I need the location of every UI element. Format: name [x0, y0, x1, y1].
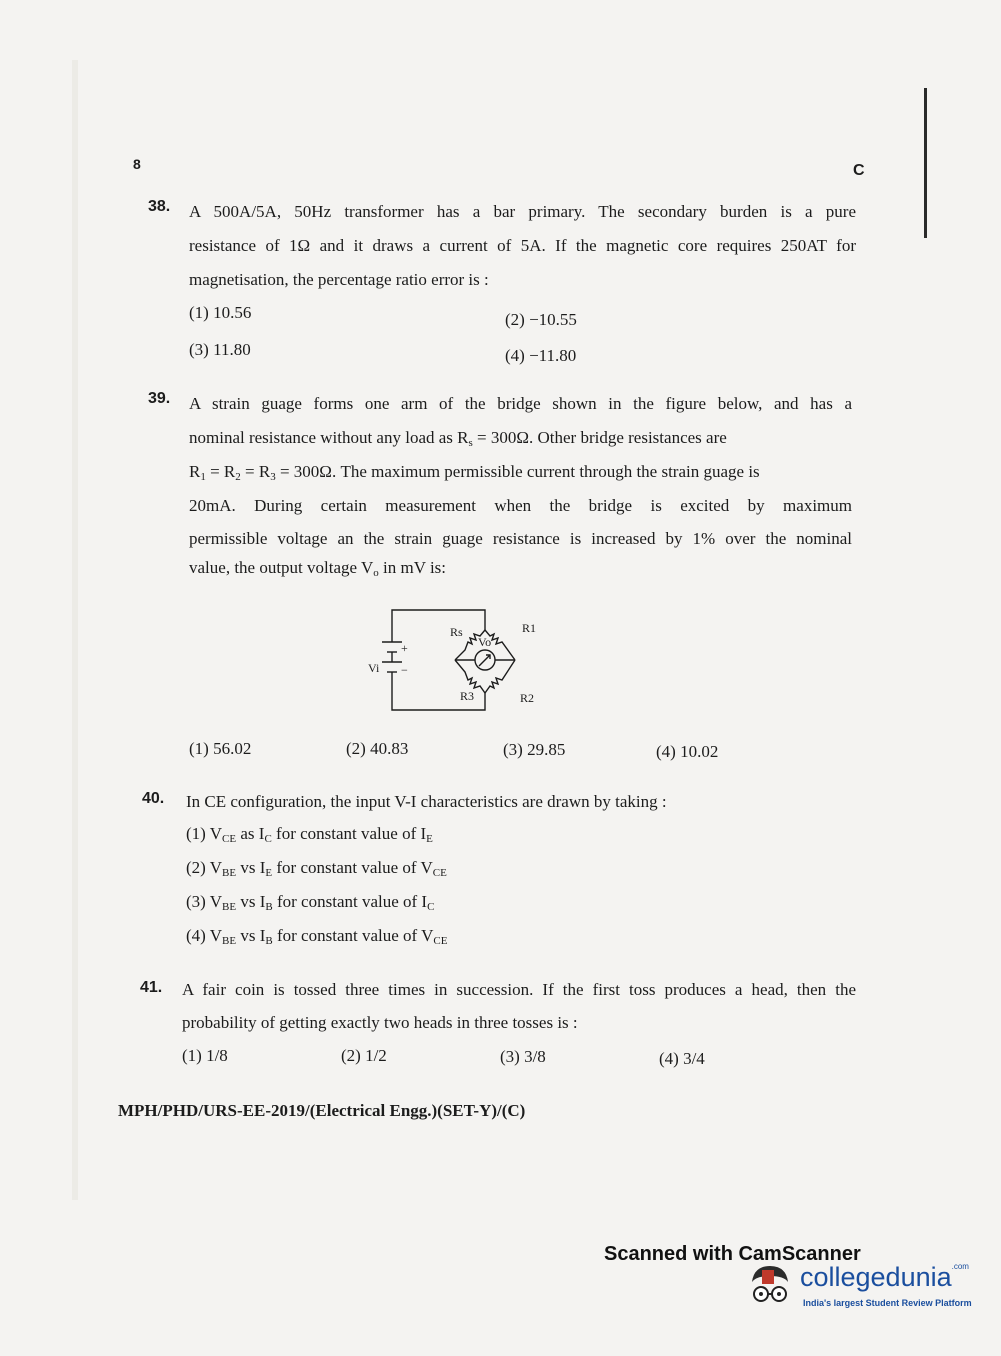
option-2: (2) 40.83 [346, 739, 409, 758]
option-4: (4) $V_{BE}$ vs $I_B$ for constant value of $V_{CE}$ [186, 926, 448, 947]
brand-tagline: India's largest Student Review Platform [803, 1298, 972, 1308]
mascot-icon [744, 1262, 796, 1310]
option-1: (1) 56.02 [189, 739, 252, 758]
option-2: (2) −10.55 [505, 310, 577, 329]
option-3: (3) 3/8 [500, 1047, 546, 1066]
option-1: (1) 10.56 [189, 303, 252, 322]
brand-logo: collegedunia$^{.com}$ [800, 1262, 969, 1292]
scanner-watermark: Scanned with CamScanner [604, 1243, 861, 1265]
set-code: C [853, 162, 865, 179]
option-1: (1) $V_{CE}$ as $I_C$ for constant value of $I_E$ [186, 824, 433, 845]
label-vi: Vi [368, 661, 380, 675]
label-plus: + [401, 641, 408, 655]
question-text-line: $R_1 = R_2 = R_3 = 300\Omega$. The maximum permissible current through the strain guage is [189, 462, 760, 483]
question-text-line: A fair coin is tossed three times in succession. If the first toss produces a head, then the [182, 980, 856, 999]
option-3: (3) $V_{BE}$ vs $I_B$ for constant value of $I_C$ [186, 892, 435, 913]
page-number: 8 [133, 156, 141, 172]
question-text-line: 20mA. During certain measurement when the bridge is excited by maximum [189, 496, 852, 515]
label-r2: R2 [520, 691, 535, 705]
paper-code: MPH/PHD/URS-EE-2019/(Electrical Engg.)(SET-Y)/(C) [118, 1101, 526, 1120]
question-text-line: In CE configuration, the input V-I characteristics are drawn by taking : [186, 792, 667, 811]
question-text-line: value, the output voltage $V_o$ in mV is: [189, 558, 447, 579]
label-r1: R1 [522, 621, 537, 635]
option-2: (2) $V_{BE}$ vs $I_E$ for constant value of $V_{CE}$ [186, 858, 447, 879]
label-r3: R3 [460, 689, 475, 703]
question-number: 38. [148, 198, 171, 215]
label-rs: Rs [450, 625, 463, 639]
label-vo: Vo [478, 635, 492, 649]
page-border-line [924, 88, 927, 238]
question-text-line: permissible voltage an the strain guage resistance is increased by 1% over the nominal [189, 529, 852, 548]
question-number: 39. [148, 390, 171, 407]
option-4: (4) −11.80 [505, 346, 577, 365]
option-3: (3) 11.80 [189, 340, 251, 359]
question-text-line: probability of getting exactly two heads in three tosses is : [182, 1013, 578, 1032]
option-1: (1) 1/8 [182, 1046, 228, 1065]
question-text-line: A 500A/5A, 50Hz transformer has a bar primary. The secondary burden is a pure [189, 202, 856, 221]
question-text-line: A strain guage forms one arm of the bridge shown in the figure below, and has a [189, 394, 852, 413]
question-text-line: magnetisation, the percentage ratio error is : [189, 270, 489, 289]
option-4: (4) 10.02 [656, 742, 719, 761]
option-4: (4) 3/4 [659, 1049, 705, 1068]
question-number: 41. [140, 979, 163, 996]
question-text-line: resistance of 1Ω and it draws a current of 5A. If the magnetic core requires 250AT for [189, 236, 856, 255]
label-minus: − [401, 663, 408, 677]
question-text-line: nominal resistance without any load as $R_s = 300\Omega$. Other bridge resistances are [189, 428, 727, 449]
option-2: (2) 1/2 [341, 1046, 387, 1065]
bridge-circuit-diagram [360, 600, 580, 720]
question-number: 40. [142, 790, 165, 807]
option-3: (3) 29.85 [503, 740, 566, 759]
page-edge [72, 60, 78, 1200]
